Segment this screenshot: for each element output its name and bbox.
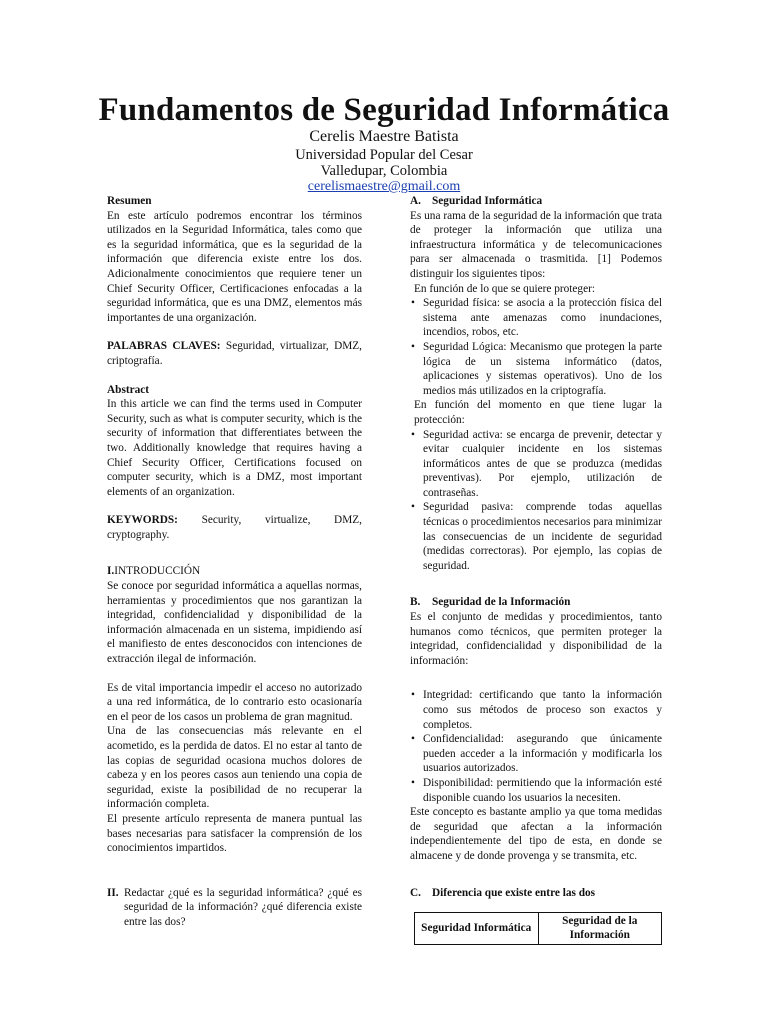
- intro-heading: I.INTRODUCCIÓN: [107, 565, 201, 578]
- abstract-heading: Abstract: [107, 383, 150, 396]
- section-a-paragraph-3: En función del momento en que tiene lugar la protección:: [414, 399, 662, 426]
- comparison-table: [414, 912, 662, 945]
- intro-paragraph-4: El presente artículo representa de manera puntual las bases necesarias para satisfacer la comprensión de los conocimientos impartidos.: [107, 812, 362, 855]
- list-item: • Confidencialidad: asegurando que únicamente pueden acceder a la información y modificarla los usuarios autorizados.: [411, 733, 662, 775]
- section-b-list: [410, 688, 662, 805]
- section-a-paragraph-1: Es una rama de la seguridad de la información que trata de proteger la información que utiliza una infraestructura informática y de telecomunicaciones para ser almacenada o trasmitida. [1] Podemos distinguir los siguientes tipos:: [410, 209, 662, 280]
- list-item: • Disponibilidad: permitiendo que la información esté disponible cuando los usuarios la necesiten.: [411, 776, 662, 804]
- right-column: [410, 194, 662, 945]
- intro-paragraph-3: Una de las consecuencias más relevante en el acometido, es la perdida de datos. El no estar al tanto de las copias de seguridad ocasiona muchos dolores de cabeza y en los peores casos aun teniendo una copia de seguridad, existe la posibilidad de no recuperar la información completa.: [107, 725, 362, 811]
- section-2-heading: II. Redactar ¿qué es la seguridad informática? ¿qué es seguridad de la información? ¿qué diferencia existe entre las dos?: [107, 886, 362, 928]
- table-header-seguridad-informatica: Seguridad Informática: [415, 913, 539, 945]
- section-b-heading: B. Seguridad de la Información: [410, 596, 571, 609]
- location: Valledupar, Colombia: [320, 163, 448, 179]
- list-item: • Seguridad activa: se encarga de prevenir, detectar y evitar cualquier incidente en los sistemas informáticos antes de que se produzca (medidas preventivas). Por ejemplo, utilización de contraseñas.: [411, 428, 662, 499]
- list-item: • Seguridad pasiva: comprende todas aquellas técnicas o procedimientos necesarios para minimizar las consecuencias de un incidente de seguridad (medidas correctoras). Por ejemplo, las copias de seguridad.: [411, 501, 662, 572]
- intro-paragraph-2: Es de vital importancia impedir el acceso no autorizado a una red informática, de lo contrario esto ocasionaría en el peor de los casos un problema de gran magnitud.: [107, 681, 362, 723]
- resumen-heading: Resumen: [107, 195, 152, 207]
- abstract-text: In this article we can find the terms used in Computer Security, such as what is computer security, which is the security of information that differentiates between the two. Additionally knowledge that requires having a Chief Security Officer, Certifications focused on computer security, which is a DMZ, most important elements of an organization.: [107, 398, 362, 498]
- list-item: • Seguridad física: se asocia a la protección física del sistema ante amenazas como inundaciones, incendios, robos, etc.: [411, 297, 662, 339]
- section-a-heading: A. Seguridad Informática: [410, 195, 543, 207]
- author-name: Cerelis Maestre Batista: [309, 128, 459, 145]
- section-c-heading: C. Diferencia que existe entre las dos: [410, 886, 596, 899]
- resumen-text: En este artículo podremos encontrar los términos utilizados en la Seguridad Informática, tales como que es la seguridad informática, que es la seguridad de la información que diferencia existe entre los dos. Adicionalmente conocimientos que requiere tener un Chief Security Officer, Certificaciones enfocadas a la seguridad informática, que es una DMZ, elementos más importantes de una organización.: [107, 209, 362, 324]
- list-item: • Integridad: certificando que tanto la información como sus métodos de proceso son exactos y completos.: [411, 689, 662, 731]
- left-column: [107, 194, 362, 930]
- section-a-paragraph-2: En función de lo que se quiere proteger:: [414, 282, 595, 295]
- author-email[interactable]: cerelismaestre@gmail.com: [307, 179, 461, 194]
- section-b-paragraph-1: Es el conjunto de medidas y procedimientos, tanto humanos como técnicos, que permiten proteger la integridad, confidencialidad y disponibilidad de la información:: [410, 611, 662, 667]
- keywords-line: KEYWORDS: Security, virtualize, DMZ,: [107, 514, 362, 527]
- table-header-seguridad-informacion: Seguridad de la Información: [538, 913, 662, 945]
- section-a-list-2: [410, 428, 662, 574]
- palabras-claves: PALABRAS CLAVES: Seguridad, virtualizar, DMZ, criptografía.: [107, 340, 362, 367]
- university: Universidad Popular del Cesar: [295, 147, 473, 163]
- intro-paragraph-1: Se conoce por seguridad informática a aquellas normas, herramientas y procedimientos que nos garantizan la integridad, confidencialidad y disponibilidad de la información almacenada en un sistema, impidiendo así el manifiesto de entes desconocidos con intenciones de extracción ilegal de información.: [107, 580, 362, 666]
- list-item: • Seguridad Lógica: Mecanismo que protegen la parte lógica de un sistema informático (datos, aplicaciones y sistemas operativos). Uno de los medios más utilizados en la criptografía.: [411, 340, 662, 397]
- section-b-paragraph-2: Este concepto es bastante amplio ya que toma medidas de seguridad que afectan a la información independientemente del tipo de esta, en donde se almacene y de donde provenga y se transmita, etc.: [410, 806, 662, 862]
- section-a-list-1: [410, 296, 662, 398]
- paper-title: Fundamentos de Seguridad Informática: [98, 92, 670, 128]
- keywords-tail: cryptography.: [107, 528, 170, 541]
